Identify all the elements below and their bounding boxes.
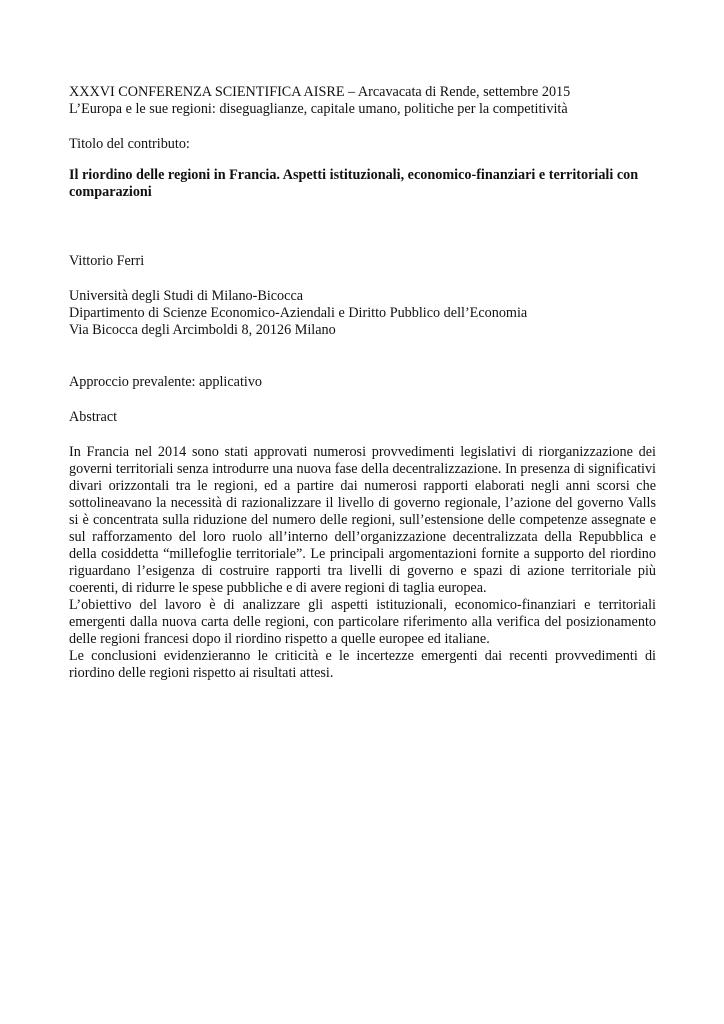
contribution-label: Titolo del contributo: [69, 136, 190, 152]
abstract-paragraph: In Francia nel 2014 sono stati approvati numerosi provvedimenti legislativi di riorganizzazione dei governi territoriali senza introdurre una nuova fase della decentralizzazione. In presenza di significativi divari orizzontali tra le regioni, ed a partire dai numerosi rapporti elaborati negli anni scorsi che sottolineavano la necessità di razionalizzare il livello di governo regionale, l’azione del governo Valls si è concentrata sulla riduzione del numero delle regioni, sull’estensione delle competenze assegnate e sul rafforzamento del loro ruolo all’interno dell’organizzazione decentralizzata della Repubblica e della cosiddetta “millefoglie territoriale”. Le principali argomentazioni fornite a supporto del riordino riguardano l’esigenza di costruire rapporti tra livelli di governo e spazi di azione territoriale più coerenti, di ridurre le spese pubbliche e di avere regioni di taglia europea. [69, 444, 656, 596]
abstract-body [69, 444, 656, 682]
conference-line-1: XXXVI CONFERENZA SCIENTIFICA AISRE – Arcavacata di Rende, settembre 2015 [69, 84, 571, 100]
contribution-title: Il riordino delle regioni in Francia. Aspetti istituzionali, economico-finanziari e territoriali con comparazioni [69, 167, 639, 200]
abstract-paragraph: Le conclusioni evidenzieranno le criticità e le incertezze emergenti dai recenti provvedimenti di riordino delle regioni rispetto ai risultati attesi. [69, 648, 656, 681]
author-department: Dipartimento di Scienze Economico-Aziendali e Diritto Pubblico dell’Economia [69, 305, 528, 321]
conference-line-2: L’Europa e le sue regioni: diseguaglianze, capitale umano, politiche per la competitività [69, 101, 568, 117]
abstract-paragraph: L’obiettivo del lavoro è di analizzare gli aspetti istituzionali, economico-finanziari e territoriali emergenti dalla nuova carta delle regioni, con particolare riferimento alla verifica del posizionamento delle regioni francesi dopo il riordino rispetto a quelle europee ed italiane. [69, 597, 656, 647]
approach: Approccio prevalente: applicativo [69, 374, 263, 390]
document-page [69, 84, 656, 682]
author-address: Via Bicocca degli Arcimboldi 8, 20126 Milano [69, 322, 336, 338]
author-name: Vittorio Ferri [69, 253, 145, 269]
abstract-heading: Abstract [69, 409, 118, 425]
author-university: Università degli Studi di Milano-Bicocca [69, 288, 304, 304]
